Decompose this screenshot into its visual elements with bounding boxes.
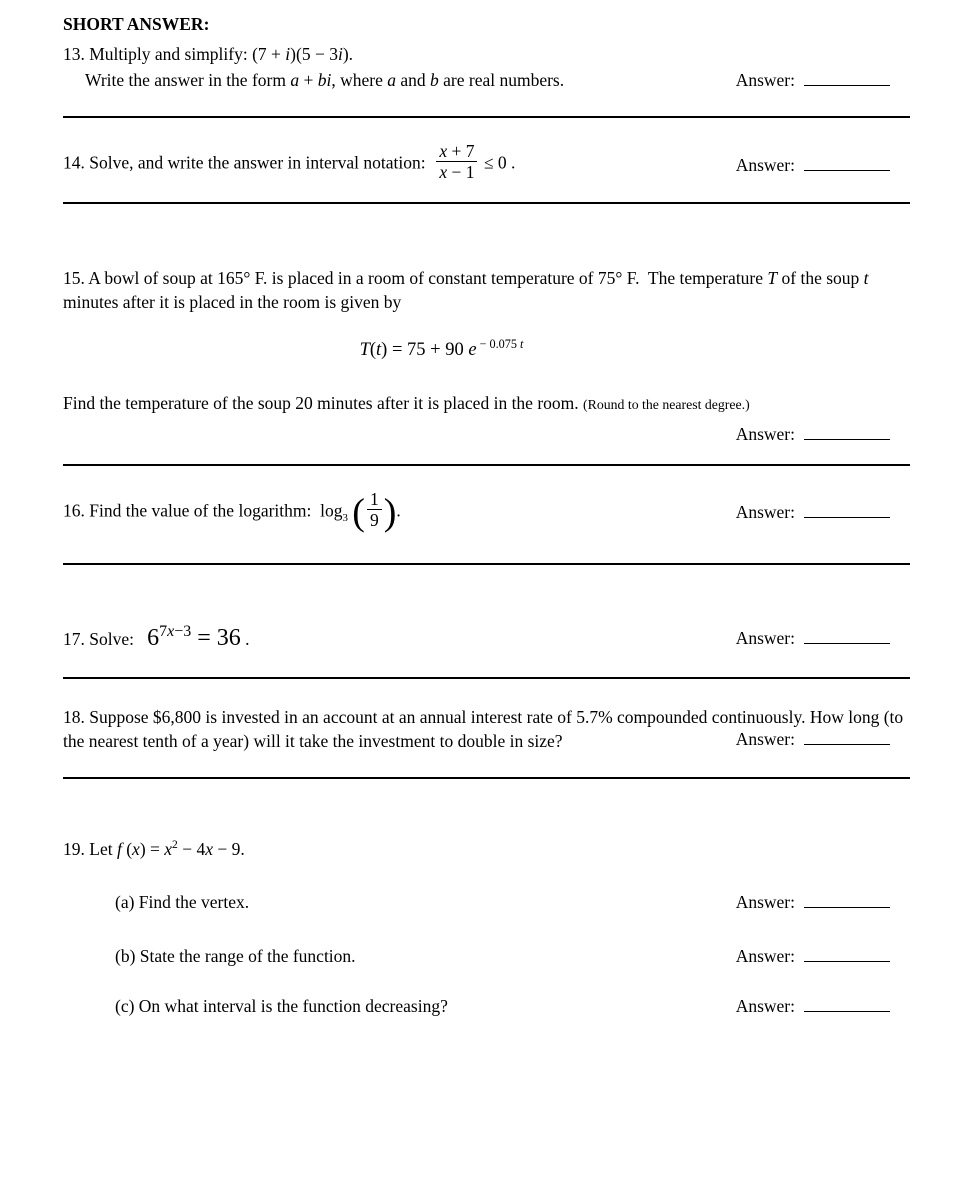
divider-3 [63,464,910,466]
text-segment: T [359,339,370,360]
text-segment: i [285,44,291,64]
answer-blank [804,730,890,745]
text-segment: of the soup [777,267,864,288]
answer-field-q13 [736,68,890,92]
answer-field-q16 [736,500,890,524]
text-segment: bi [317,70,332,91]
text-segment: , where [331,70,388,91]
text-segment: − 4 [177,839,206,860]
text-segment: ( [121,839,133,860]
text-segment: ) = [139,839,165,860]
answer-blank [804,893,890,908]
q19-b-text: (b) State the range of the function. [115,945,356,966]
q19-part-b [63,944,910,968]
fraction [434,141,479,182]
q19-c-text: (c) On what interval is the function decreasing? [115,995,448,1016]
answer-blank [804,425,890,440]
q14-line [63,141,516,185]
text-segment: ( [352,491,365,534]
text-segment: )(5 − 3 [290,44,338,64]
text-segment: − 0.075 [476,336,521,351]
text-segment: . [396,500,401,521]
text-segment: x [439,162,448,183]
answer-label: Answer: [735,995,795,1016]
text-segment: ( [369,339,377,360]
text-segment: and [395,70,431,91]
q15-paragraph-2 [63,391,910,415]
text-segment: (Round to the nearest degree.) [583,397,750,413]
text-segment: 16. Find the value of the logarithm: log [63,500,343,521]
answer-label: Answer: [735,70,795,91]
text-segment: + 7 [447,141,475,162]
text-segment: a [290,70,300,91]
answer-blank [804,629,890,644]
text-segment: t [520,336,524,351]
answer-field-q18 [736,727,890,751]
answer-blank [804,997,890,1012]
divider-1 [63,116,910,118]
q15-paragraph-1 [63,266,910,314]
q18-text: 18. Suppose $6,800 is invested in an account at an annual interest rate of 5.7% compounded continuously. How long (to the nearest tenth of a year) will it take the investment to double in size? [63,707,904,752]
text-segment: minutes after it is placed in the room is given by [63,291,402,312]
q19-a-text: (a) Find the vertex. [115,891,250,912]
text-segment: b [430,70,439,91]
fraction-den [436,162,477,182]
text-segment: a [387,70,396,91]
question-19 [63,837,910,1018]
answer-field-q17 [736,626,890,650]
question-17 [63,621,910,655]
text-segment: − 9. [212,839,245,860]
text-segment: 2 [172,839,178,852]
answer-label: Answer: [735,891,795,912]
text-segment: x [164,839,173,860]
text-segment: x [132,839,140,860]
text-segment: Find the temperature of the soup 20 minutes after it is placed in the room. [63,393,584,414]
answer-label: Answer: [735,502,795,523]
text-segment: ) = 75 + 90 [381,339,469,360]
text-segment: x [167,623,175,641]
answer-blank [804,71,890,86]
divider-6 [63,777,910,779]
text-segment: − 1 [447,162,475,183]
text-segment: T [767,267,778,288]
answer-field-q14 [736,153,890,177]
q16-line [63,488,401,534]
question-18 [63,705,910,753]
text-segment: e [468,339,477,360]
q19-part-c [63,994,910,1018]
question-16 [63,488,910,534]
question-13 [63,12,910,92]
q15-answer-row [63,422,910,446]
q15-formula [63,336,910,364]
q19-intro [63,837,910,861]
text-segment: −3 [174,623,192,641]
text-segment: i [337,44,343,64]
text-segment: ) [383,491,397,534]
text-segment: 6 [147,625,160,652]
text-segment: 15. A bowl of soup at 165° F. is placed in a room of constant temperature of 75° F. The temperature [63,267,768,288]
text-segment: 19. Let [63,839,117,860]
text-segment: are real numbers. [438,70,565,91]
answer-label: Answer: [735,628,795,648]
answer-label: Answer: [735,729,795,750]
text-segment: . [240,629,250,650]
question-14 [63,141,910,185]
fraction-den: 9 [369,509,379,530]
answer-field-q19c [736,994,890,1018]
text-segment: x [439,141,448,162]
question-15 [63,266,910,446]
answer-field-q19b [736,944,890,968]
text-segment: Write the answer in the form [85,70,291,91]
divider-4 [63,563,910,565]
answer-blank [804,503,890,518]
fraction-num [436,141,477,162]
text-segment: + [299,70,318,91]
answer-field-q19a [736,890,890,914]
text-segment: ). [342,44,354,64]
q13-line1 [63,42,910,66]
text-segment: f [116,839,122,860]
q19-part-a [63,890,910,914]
q13-row [63,68,910,92]
text-segment: 13. Multiply and simplify: (7 + [63,44,286,64]
text-segment: 14. Solve, and write the answer in interval notation: [63,152,435,173]
q13-line2 [63,68,564,92]
text-segment: x [205,839,213,860]
text-segment: 3 [342,511,348,524]
text-segment: = 36 [191,625,241,652]
answer-blank [804,156,890,171]
fraction [365,489,384,530]
divider-5 [63,677,910,679]
q17-line [63,621,250,655]
divider-2 [63,202,910,204]
fraction-num: 1 [367,489,382,510]
text-segment: 17. Solve: [63,629,148,650]
answer-blank [804,947,890,962]
text-segment: ≤ 0 . [479,152,516,173]
text-segment: t [863,267,869,288]
answer-label: Answer: [735,945,795,966]
answer-label: Answer: [735,423,795,444]
answer-field-q15 [736,422,890,446]
text-segment: t [376,339,382,360]
section-header: SHORT ANSWER: [63,14,210,34]
answer-label: Answer: [735,154,795,175]
text-segment: 7 [159,623,168,641]
